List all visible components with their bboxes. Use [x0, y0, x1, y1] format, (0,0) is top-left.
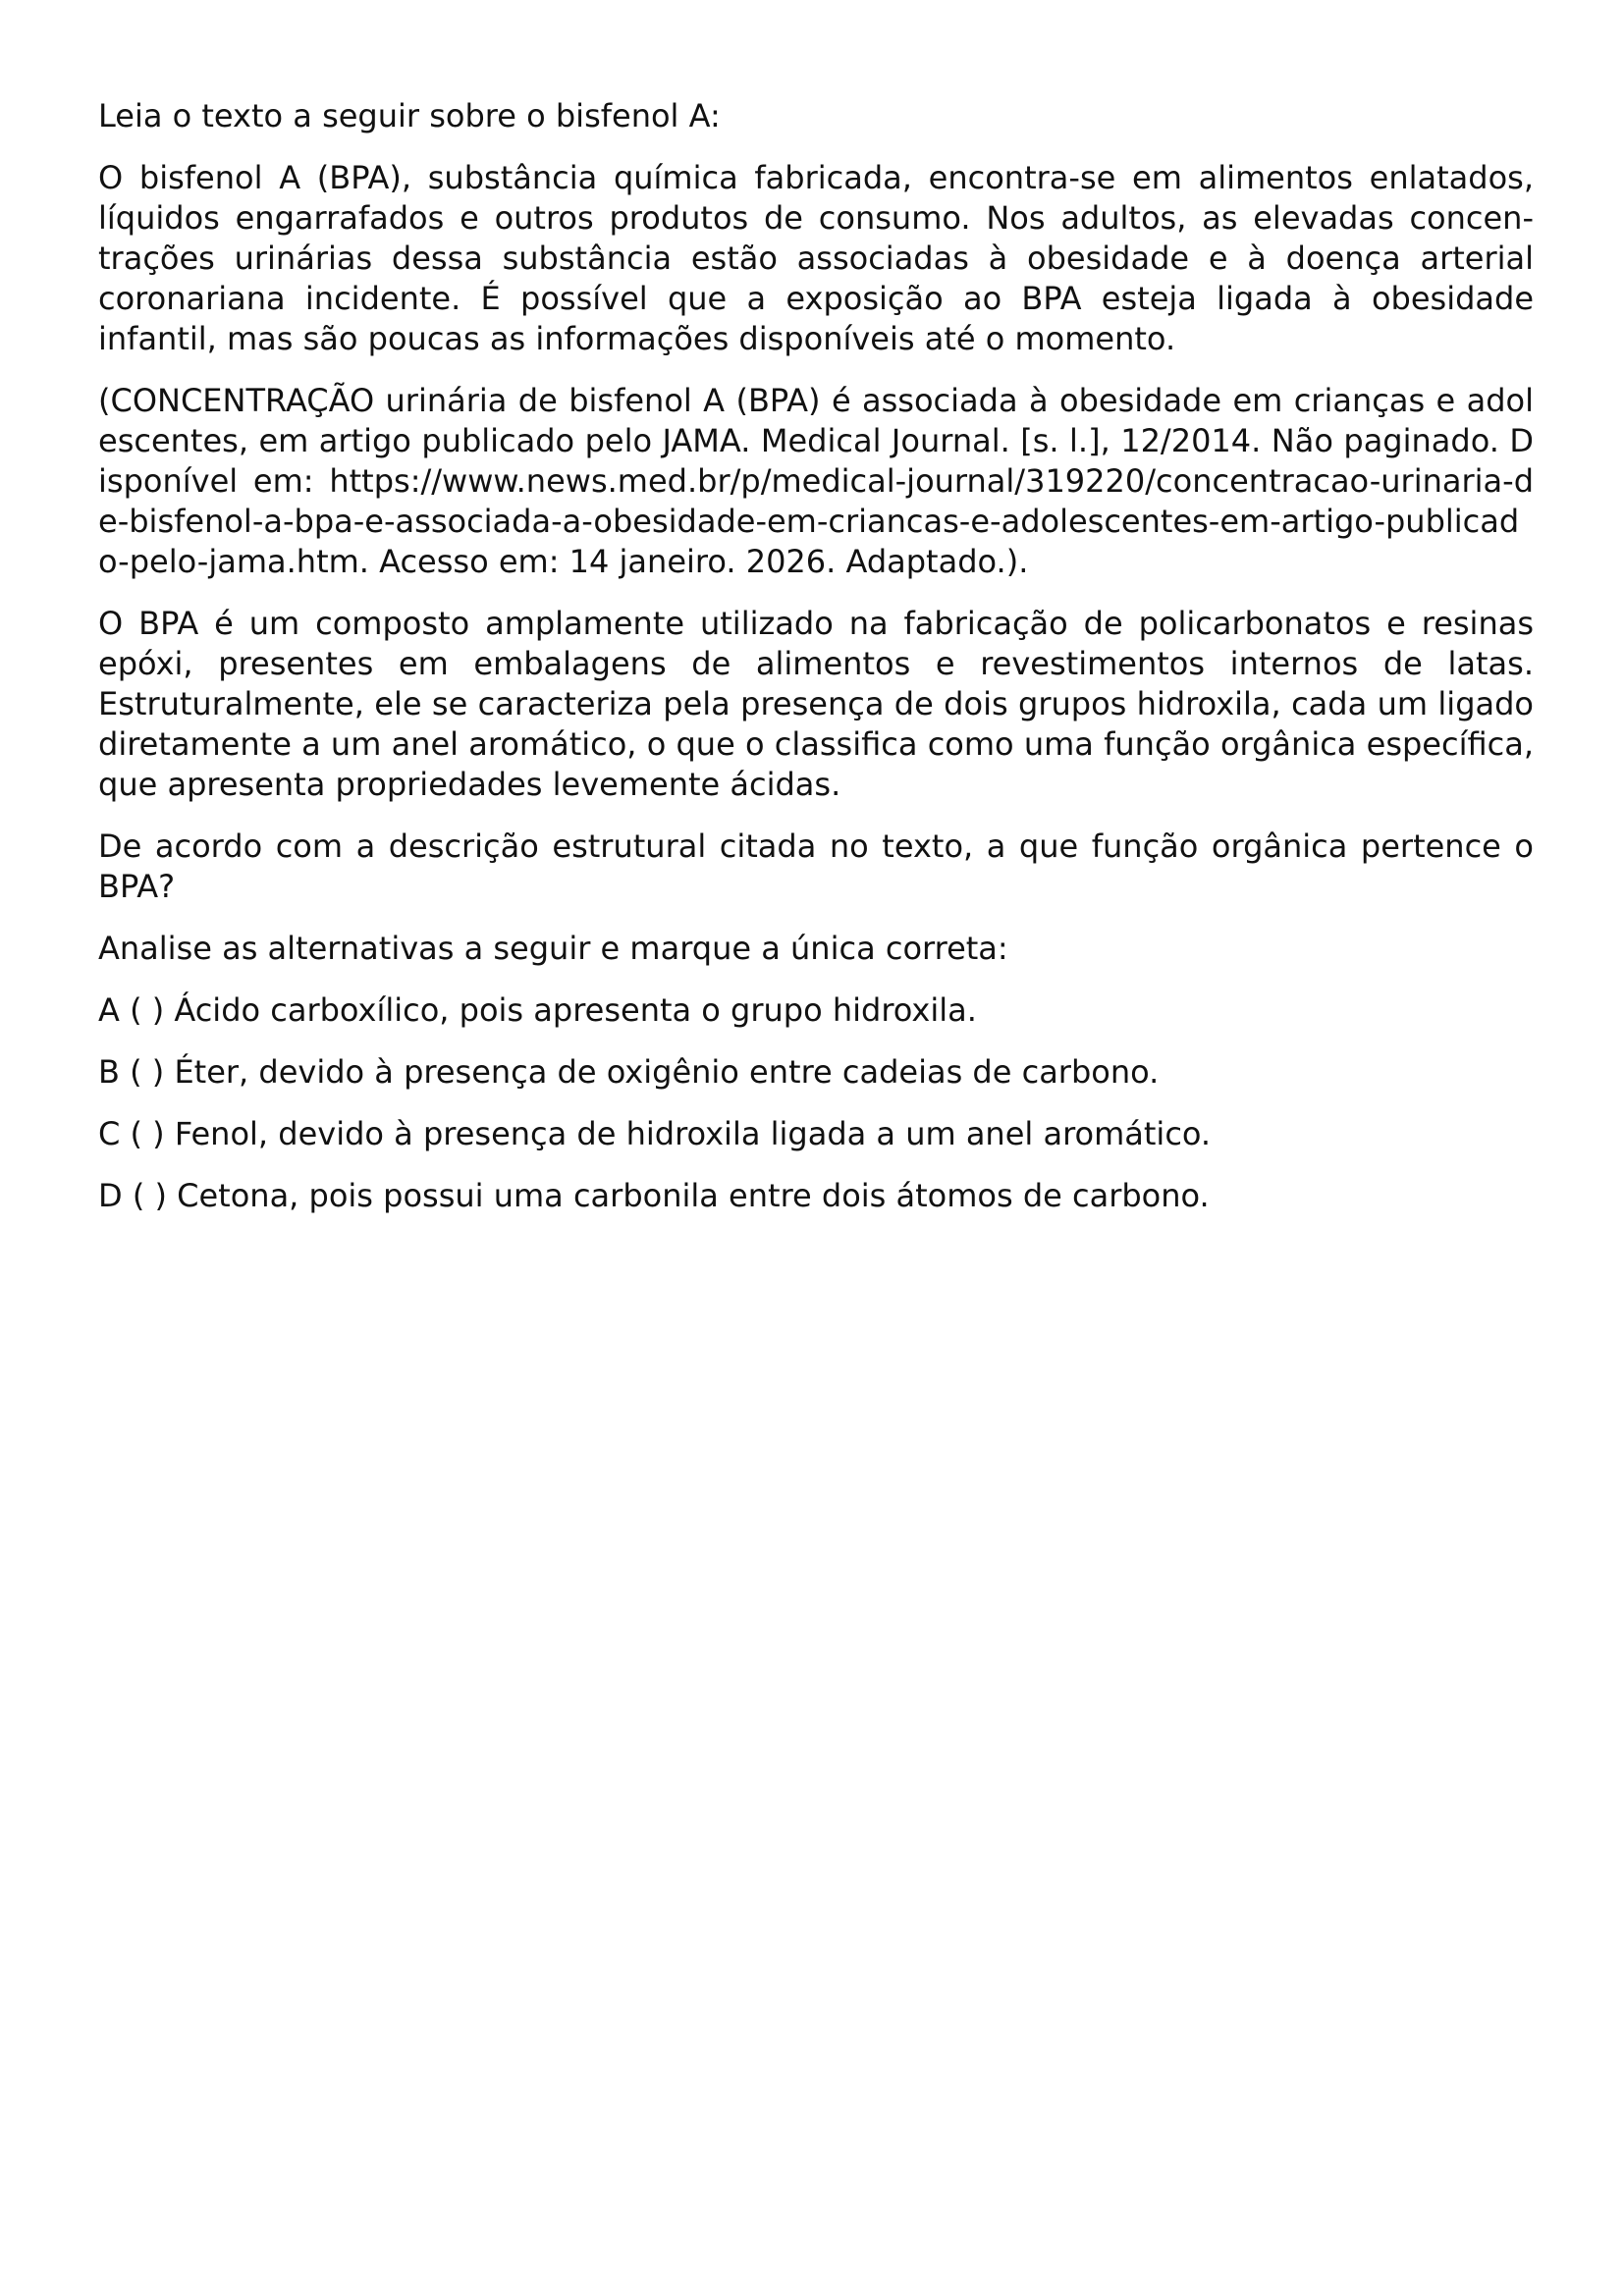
- context-text: O BPA é um composto amplamente utilizado na fabricação de policarbonatos e resinas epóxi, presentes em embalagens de alimentos e revestimentos internos de latas. Estruturalmente, ele se caracteriza pela presença de dois grupos hidroxila, cada um ligado diretamente a um anel aromático, o que o classifica como uma função orgânica específica, que apresenta propriedades levemente ácidas.: [98, 605, 1534, 803]
- question-text: De acordo com a descrição estrutural citada no texto, a que função orgânica pertence o BPA?: [98, 828, 1534, 905]
- option-d[interactable]: D ( ) Cetona, pois possui uma carbonila entre dois átomos de carbono.: [98, 1177, 1210, 1214]
- instruction-text: Analise as alternativas a seguir e marque a única correta:: [98, 930, 1008, 967]
- option-b[interactable]: B ( ) Éter, devido à presença de oxigênio entre cadeias de carbono.: [98, 1053, 1160, 1091]
- intro-text: Leia o texto a seguir sobre o bisfenol A:: [98, 97, 721, 134]
- option-c[interactable]: C ( ) Fenol, devido à presença de hidroxila ligada a um anel aromático.: [98, 1115, 1212, 1152]
- citation-text: (CONCENTRAÇÃO urinária de bisfenol A (BPA) é associada à obesidade em crianças e adolescentes, em artigo publicado pelo JAMA. Medical Journal. [s. l.], 12/2014. Não paginado. Disponível em: https://www.news.med.br/p/medical-journal/319220/concentracao-urinaria-de-bisfenol-a-bpa-e-associada-a-obesidade-em-criancas-e-adolescentes-em-artigo-publicado-pelo-jama.htm. Acesso em: 14 janeiro. 2026. Adaptado.).: [98, 382, 1534, 580]
- question-document: [98, 96, 1534, 1238]
- passage-text: O bisfenol A (BPA), substância química fabricada, encontra-se em alimentos enlatados, líquidos engarrafados e outros produtos de consumo. Nos adultos, as elevadas concentrações urinárias dessa substância estão associadas à obesidade e à doença arterial coronariana incidente. É possível que a exposição ao BPA esteja ligada à obesidade infantil, mas são poucas as informações disponíveis até o momento.: [98, 159, 1534, 357]
- option-a[interactable]: A ( ) Ácido carboxílico, pois apresenta o grupo hidroxila.: [98, 991, 977, 1029]
